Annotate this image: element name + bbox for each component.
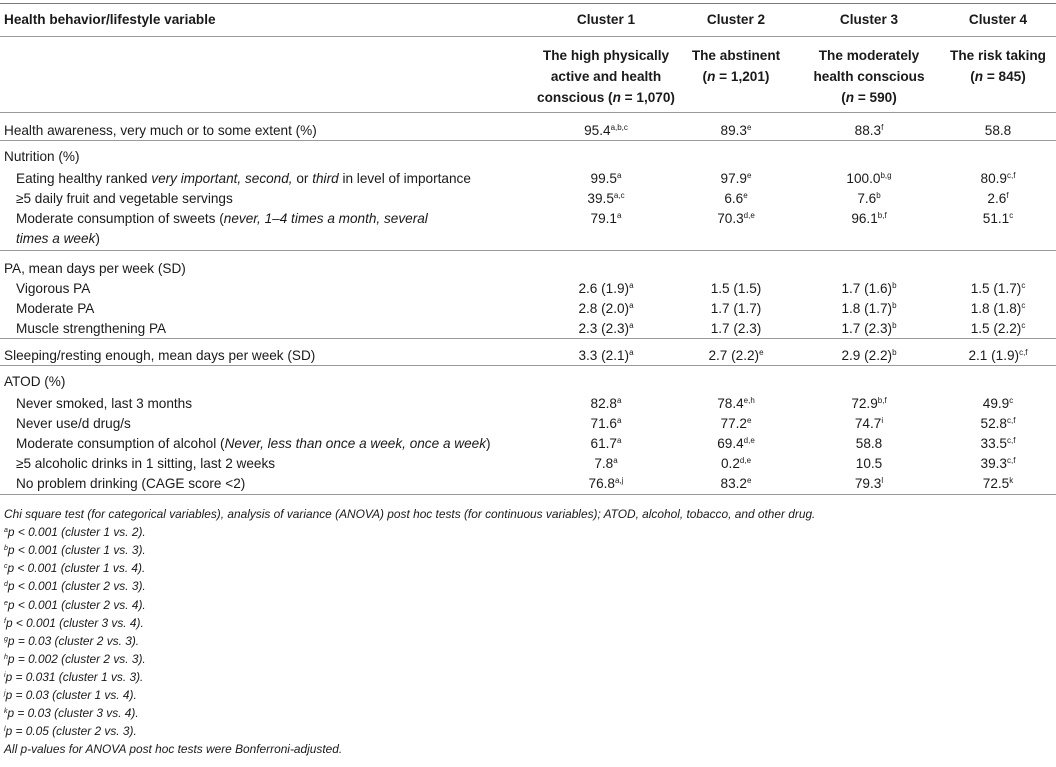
value-cell [958,434,1038,454]
value-text: 71.6 [590,416,617,431]
value-cell [829,474,909,494]
value-text: 2.3 (2.3) [578,321,630,336]
cluster-desc-line [531,66,681,87]
value-text: 39.3 [980,456,1007,471]
label-part: ) [486,436,491,451]
footnote-marker: i [4,671,6,679]
footnote-marker: b,f [877,396,887,405]
cluster-n-line [923,66,1056,87]
value-text: 78.4 [717,396,744,411]
value-text: 51.1 [982,211,1010,226]
value-text: 80.9 [980,171,1007,186]
n-value: = 1,070) [620,90,675,105]
value-text: 1.5 (2.2) [970,321,1022,336]
footnote-marker: a [617,396,622,405]
value-cell [829,209,909,229]
value-cell [696,209,776,229]
value-text: 2.6 (1.9) [578,281,630,296]
row-label-13 [16,434,491,454]
footnote-6 [4,614,144,632]
value-text: 33.5 [980,436,1007,451]
footnote-text: p < 0.001 (cluster 2 vs. 4). [7,597,146,612]
label-part: Muscle strengthening PA [16,321,167,336]
header-cluster-4: Cluster 4 [968,12,1028,27]
row-divider [0,250,1056,251]
value-cell [958,209,1038,229]
footnote-text: p < 0.001 (cluster 1 vs. 3). [7,543,146,558]
value-cell [829,189,909,209]
value-cell [829,346,909,366]
value-cell [566,279,646,299]
value-cell [696,414,776,434]
cluster-desc-line [531,45,681,66]
value-text: 88.3 [854,123,882,138]
value-cell [566,394,646,414]
footnote-marker: a [617,436,622,445]
footnote-marker: c [1021,301,1026,310]
n-symbol: n [845,90,855,105]
value-text: 61.7 [590,436,617,451]
cluster-4-description [923,45,1056,87]
label-part: Moderate consumption of alcohol ( [16,436,225,451]
footnote-marker: c [1021,281,1026,290]
value-cell [958,299,1038,319]
value-text: 95.4 [584,123,611,138]
label-part: times a week [16,231,96,246]
header-variable: Health behavior/lifestyle variable [4,12,216,27]
footnote-marker: a,j [615,476,624,485]
footnote-7 [4,632,139,650]
value-text: 99.5 [590,171,617,186]
cluster-desc-line [794,45,944,66]
label-part: ) [95,231,100,246]
footnote-marker: b,f [877,211,887,220]
n-value: = 1,201) [715,69,770,84]
value-text: 2.1 (1.9) [968,348,1020,363]
footnote-marker: d,e [743,211,755,220]
value-cell [696,169,776,189]
footnote-marker: b [4,545,8,553]
value-cell [566,319,646,339]
paren: ( [841,90,846,105]
value-cell [958,169,1038,189]
value-text: 74.7 [854,416,882,431]
footnote-9 [4,668,143,686]
paren: ( [604,90,613,105]
value-cell [829,299,909,319]
value-text: 0.2 [720,456,740,471]
footnote-marker: a [629,301,634,310]
paren: ( [970,69,975,84]
footnote-1 [4,523,146,541]
row-label-5: PA, mean days per week (SD) [4,261,186,276]
label-part: third [312,171,339,186]
footnote-text: p < 0.001 (cluster 1 vs. 2). [7,525,146,540]
row-label-12 [16,414,131,434]
footnote-marker: a,c [613,191,625,200]
row-label-cont-4 [16,229,100,249]
footnote-text: p = 0.031 (cluster 1 vs. 3). [5,669,144,684]
footnote-marker: c [1021,321,1026,330]
footnote-marker: f [4,617,6,625]
footnote-3 [4,559,145,577]
footnote-marker: e [747,123,752,132]
label-part: Moderate PA [16,301,95,316]
header-cluster-2: Cluster 2 [706,12,766,27]
value-cell [829,319,909,339]
value-text: 100.0 [846,171,881,186]
header-cluster-1: Cluster 1 [576,12,636,27]
value-text: 2.9 (2.2) [841,348,893,363]
value-cell [696,189,776,209]
value-text: 89.3 [720,123,747,138]
footnote-13 [4,740,342,758]
footnote-marker: b [892,348,897,357]
value-text: 39.5 [587,191,614,206]
row-label-14 [16,454,275,474]
value-text: 1.8 (1.8) [970,301,1022,316]
cluster-desc-line [531,87,681,108]
row-label-4 [16,209,428,229]
footnote-text: p = 0.03 (cluster 3 vs. 4). [7,706,139,721]
row-divider [0,3,1056,4]
value-text: 1.5 (1.7) [970,281,1022,296]
value-text: 83.2 [720,476,747,491]
value-text: 1.7 (1.7) [710,301,762,316]
paren: ( [702,69,708,84]
row-divider [0,494,1056,495]
footnote-marker: d,e [743,436,755,445]
footnote-marker: b [876,191,881,200]
value-cell [958,474,1038,494]
footnote-marker: a [617,416,622,425]
footnote-11 [4,704,139,722]
footnote-text: Chi square test (for categorical variables), analysis of variance (ANOVA) post hoc tests (for continuous variables); ATOD, alcohol, tobacco, and other drug. [4,507,816,521]
footnote-marker: f [881,123,884,132]
footnote-marker: l [4,726,6,734]
n-value: = 590) [854,90,897,105]
value-text: 72.5 [982,476,1010,491]
cluster-desc-text: The moderately [818,48,920,63]
label-part: Eating healthy ranked [16,171,152,186]
value-text: 97.9 [720,171,747,186]
value-text: 3.3 (2.1) [578,348,630,363]
value-text: 77.2 [720,416,747,431]
value-text: 76.8 [588,476,615,491]
footnote-8 [4,650,146,668]
value-cell [829,434,909,454]
value-cell [958,319,1038,339]
label-part: never, 1–4 times a month, several [223,211,428,226]
footnote-marker: e,h [743,396,755,405]
footnote-marker: a [629,321,634,330]
footnote-marker: b [892,301,897,310]
label-part: No problem drinking (CAGE score <2) [16,476,246,491]
label-part: Never smoked, last 3 months [16,396,193,411]
value-cell [829,454,909,474]
label-part: Never use/d drug/s [16,416,131,431]
label-part: in level of importance [338,171,471,186]
row-label-10: ATOD (%) [4,374,66,389]
value-cell [696,299,776,319]
value-text: 1.5 (1.5) [710,281,762,296]
footnote-text: p < 0.001 (cluster 3 vs. 4). [5,615,144,630]
value-text: 58.8 [984,123,1012,138]
value-text: 2.8 (2.0) [578,301,630,316]
value-cell [958,414,1038,434]
value-text: 7.8 [594,456,614,471]
value-text: 79.1 [590,211,617,226]
cluster-desc-text: health conscious [813,69,925,84]
value-cell [829,279,909,299]
value-cell [566,209,646,229]
value-cell [958,346,1038,366]
footnote-marker: a [613,456,618,465]
cluster-desc-text: The risk taking [950,48,1046,63]
row-label-11 [16,394,192,414]
cluster-desc-text: The high physically [542,48,670,63]
value-cell [566,189,646,209]
footnote-text: p = 0.002 (cluster 2 vs. 3). [7,651,146,666]
n-value: = 845) [983,69,1026,84]
row-label-2 [16,169,471,189]
value-cell [566,299,646,319]
row-divider [0,36,1056,37]
footnote-marker: c [1009,396,1014,405]
label-part: Vigorous PA [16,281,91,296]
cluster-desc-line [794,66,944,87]
value-cell [696,121,776,141]
footnote-marker: c,f [1007,171,1016,180]
value-cell [696,474,776,494]
value-text: 6.6 [724,191,744,206]
row-divider [0,112,1056,113]
footnote-marker: g [4,635,8,643]
value-cell [696,279,776,299]
value-text: 7.6 [857,191,877,206]
footnote-text: p = 0.05 (cluster 2 vs. 3). [5,724,137,739]
value-cell [829,414,909,434]
row-label-7 [16,299,94,319]
value-cell [566,121,646,141]
footnote-text: p = 0.03 (cluster 1 vs. 4). [5,688,137,702]
footnote-0 [4,505,815,523]
value-text: 49.9 [982,396,1010,411]
footnote-marker: c,f [1007,416,1016,425]
footnote-marker: a [629,281,634,290]
value-text: 1.8 (1.7) [841,301,893,316]
footnote-marker: c,f [1007,436,1016,445]
value-text: 79.3 [854,476,882,491]
footnote-marker: e [4,599,8,607]
footnote-5 [4,596,146,614]
value-cell [829,169,909,189]
cluster-n-line [661,66,811,87]
cluster-1-description [531,45,681,108]
footnote-marker: k [1009,476,1014,485]
value-cell [566,346,646,366]
value-text: 1.7 (1.6) [841,281,893,296]
row-label-1: Nutrition (%) [4,149,80,164]
footnote-marker: e [747,171,752,180]
n-symbol: n [974,69,984,84]
value-cell [696,394,776,414]
value-cell [696,454,776,474]
footnote-marker: c [1009,211,1014,220]
cluster-desc-text: active and health [550,69,662,84]
value-text: 82.8 [590,396,617,411]
footnote-marker: l [881,476,884,485]
label-part: ≥5 alcoholic drinks in 1 sitting, last 2 weeks [16,456,276,471]
value-cell [696,434,776,454]
row-label-9: Sleeping/resting enough, mean days per week (SD) [4,348,316,363]
value-cell [958,454,1038,474]
footnote-marker: e [747,416,752,425]
n-symbol: n [707,69,716,84]
value-text: 2.7 (2.2) [708,348,760,363]
value-text: 58.8 [855,436,883,451]
cluster-2-description [661,45,811,87]
value-text: 96.1 [851,211,878,226]
cluster-desc-text: The abstinent [691,48,781,63]
cluster-desc-line [923,45,1056,66]
footnote-marker: c,f [1007,456,1016,465]
value-text: 69.4 [717,436,744,451]
footnote-marker: i [881,416,884,425]
row-label-8 [16,319,166,339]
footnote-10 [4,686,137,704]
row-label-6 [16,279,90,299]
value-cell [566,169,646,189]
footnote-marker: a [617,171,622,180]
value-text: 72.9 [851,396,878,411]
value-text: 52.8 [980,416,1007,431]
footnote-text: p < 0.001 (cluster 1 vs. 4). [7,561,146,576]
value-text: 1.7 (2.3) [841,321,893,336]
cluster-desc-text: conscious [537,90,605,105]
footnote-text: p < 0.001 (cluster 2 vs. 3). [7,579,146,594]
footnote-marker: h [4,653,8,661]
footnote-marker: d,e [739,456,752,465]
row-label-3 [16,189,233,209]
label-part: or [292,171,313,186]
value-text: 10.5 [855,456,883,471]
cluster-desc-line [661,45,811,66]
value-text: 2.6 [987,191,1007,206]
footnote-4 [4,577,146,595]
label-part: very important, second, [151,171,293,186]
value-cell [696,346,776,366]
footnote-text: p = 0.03 (cluster 2 vs. 3). [7,633,140,648]
footnote-marker: a [4,527,8,535]
footnote-marker: c [4,563,8,571]
footnote-marker: b [892,281,897,290]
footnote-12 [4,722,137,740]
row-label-0: Health awareness, very much or to some extent (%) [4,123,317,138]
footnote-marker: a [617,211,622,220]
footnote-marker: b,g [880,171,892,180]
footnote-marker: k [4,708,8,716]
footnote-marker: b [892,321,897,330]
value-cell [958,189,1038,209]
n-symbol: n [612,90,621,105]
footnote-marker: j [4,690,6,697]
footnote-2 [4,541,146,559]
footnote-marker: a,b,c [610,123,628,132]
footnote-text: All p-values for ANOVA post hoc tests were Bonferroni-adjusted. [4,742,343,757]
value-cell [958,394,1038,414]
footnote-marker: a [629,348,634,357]
cluster-n-line [794,87,944,108]
value-cell [566,414,646,434]
value-cell [829,121,909,141]
value-text: 1.7 (2.3) [710,321,762,336]
footnote-marker: e [743,191,748,200]
value-cell [958,121,1038,141]
footnote-marker: d [4,581,8,589]
value-cell [696,319,776,339]
label-part: Never, less than once a week, once a week [224,436,487,451]
footnote-marker: e [747,476,752,485]
label-part: Moderate consumption of sweets ( [16,211,224,226]
value-cell [829,394,909,414]
value-cell [566,434,646,454]
row-label-15 [16,474,245,494]
value-cell [566,454,646,474]
header-cluster-3: Cluster 3 [839,12,899,27]
footnote-marker: c,f [1019,348,1028,357]
value-cell [566,474,646,494]
value-cell [958,279,1038,299]
footnote-marker: e [759,348,764,357]
footnote-marker: f [1006,191,1009,200]
cluster-3-description [794,45,944,108]
value-text: 70.3 [717,211,744,226]
label-part: ≥5 daily fruit and vegetable servings [16,191,233,206]
